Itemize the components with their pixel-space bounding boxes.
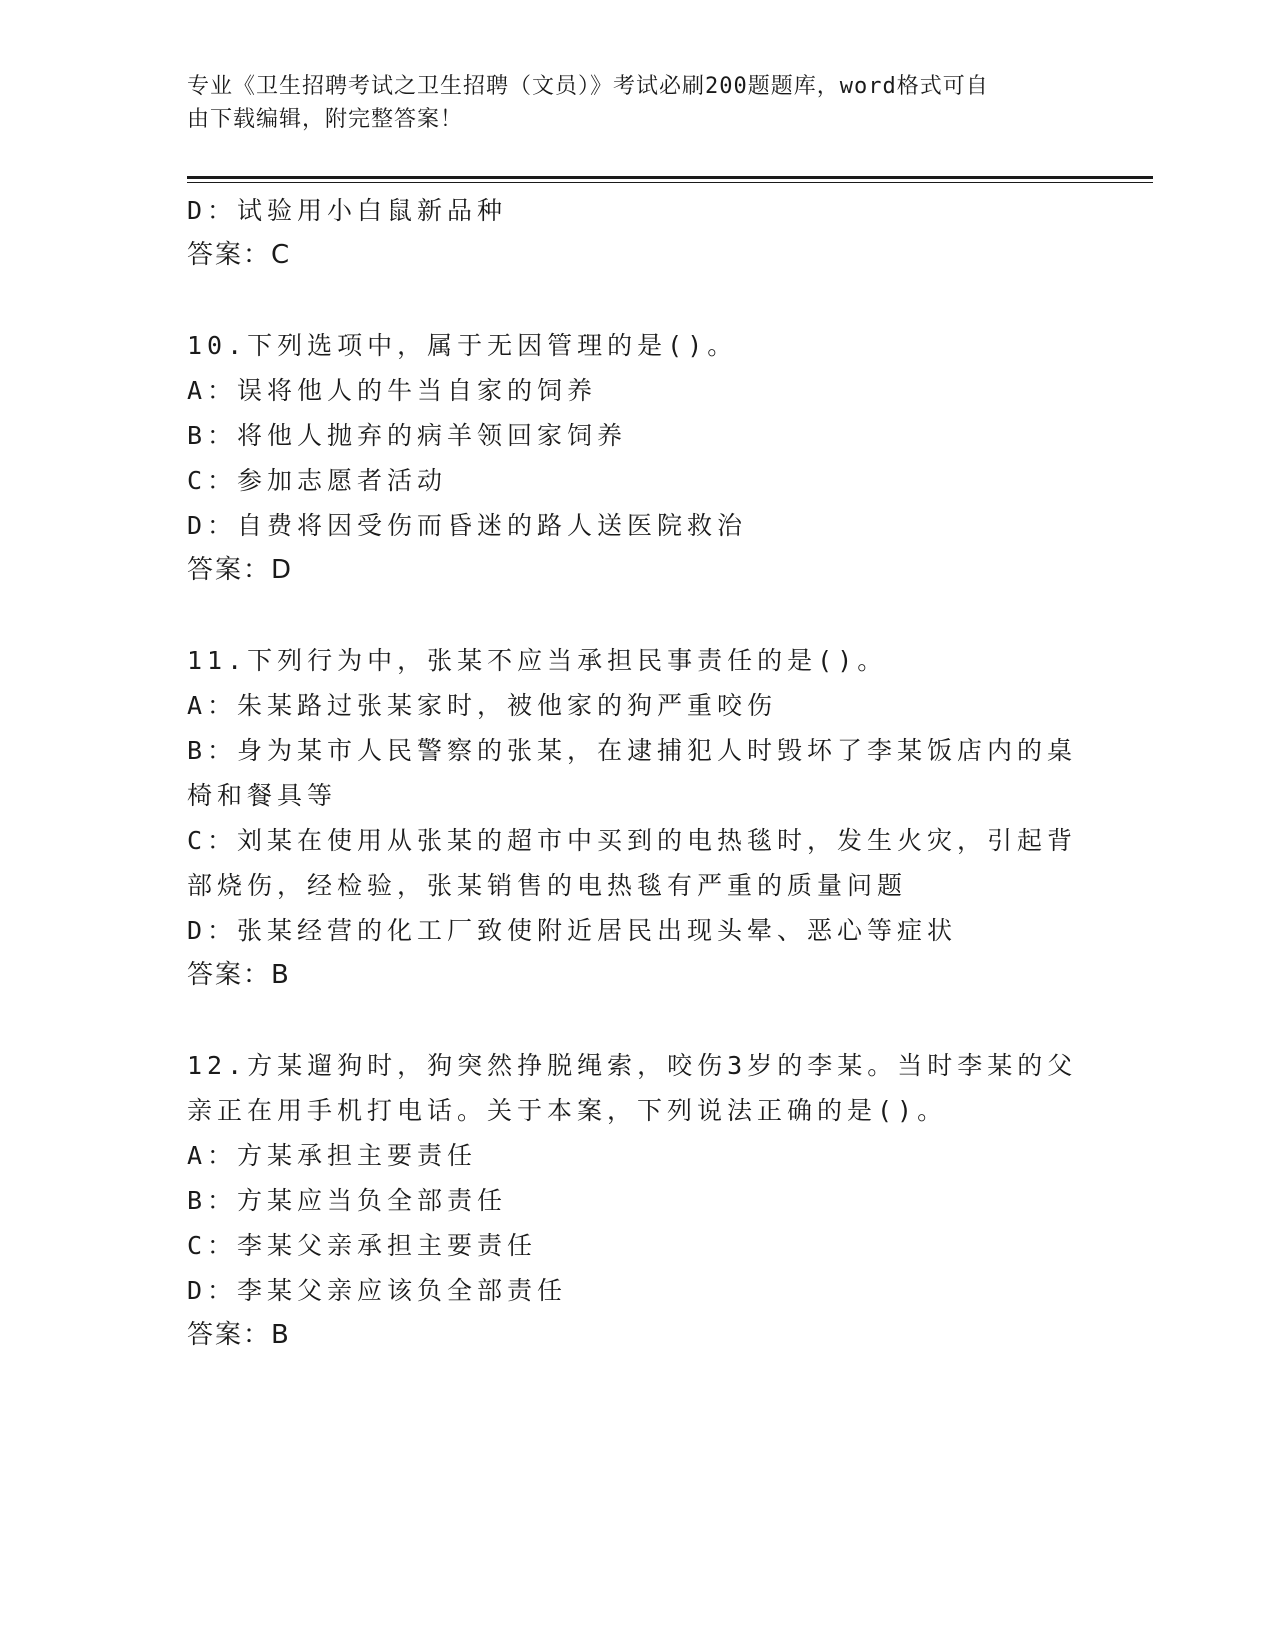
question-12-option-c: C：李某父亲承担主要责任 — [187, 1231, 538, 1260]
question-10-answer: 答案：D — [187, 555, 294, 585]
prev-question-tail — [187, 188, 1087, 278]
question-11-option-a: A：朱某路过张某家时，被他家的狗严重咬伤 — [187, 691, 778, 720]
question-12-answer: 答案：B — [187, 1320, 291, 1350]
question-12-option-b: B：方某应当负全部责任 — [187, 1186, 508, 1215]
question-10-stem: 10.下列选项中，属于无因管理的是()。 — [187, 331, 738, 360]
question-11-stem: 11.下列行为中，张某不应当承担民事责任的是()。 — [187, 646, 888, 675]
question-10-option-d: D：自费将因受伤而昏迷的路人送医院救治 — [187, 511, 748, 540]
document-body — [187, 188, 1087, 1358]
spacer — [187, 593, 1087, 638]
prev-answer: 答案：C — [187, 240, 292, 270]
question-12 — [187, 1043, 1087, 1358]
question-12-stem: 12.方某遛狗时，狗突然挣脱绳索，咬伤3岁的李某。当时李某的父亲正在用手机打电话。关于本案，下列说法正确的是()。 — [187, 1051, 1078, 1125]
question-10-option-a: A：误将他人的牛当自家的饲养 — [187, 376, 598, 405]
question-10 — [187, 323, 1087, 593]
question-10-option-b: B：将他人抛弃的病羊领回家饲养 — [187, 421, 628, 450]
question-11 — [187, 638, 1087, 998]
question-11-option-c: C：刘某在使用从张某的超市中买到的电热毯时，发生火灾，引起背部烧伤，经检验，张某销售的电热毯有严重的质量问题 — [187, 826, 1078, 900]
spacer — [187, 278, 1087, 323]
spacer — [187, 998, 1087, 1043]
question-11-option-d: D：张某经营的化工厂致使附近居民出现头晕、恶心等症状 — [187, 916, 958, 945]
question-12-option-a: A：方某承担主要责任 — [187, 1141, 478, 1170]
document-header — [187, 70, 1067, 136]
question-11-option-b: B：身为某市人民警察的张某，在逮捕犯人时毁坏了李某饭店内的桌椅和餐具等 — [187, 736, 1078, 810]
question-12-option-d: D：李某父亲应该负全部责任 — [187, 1276, 568, 1305]
header-line-1: 专业《卫生招聘考试之卫生招聘（文员）》考试必刷200题题库，word格式可自 — [187, 74, 989, 99]
header-divider-thin — [187, 182, 1153, 183]
header-divider-thick — [187, 176, 1153, 179]
header-line-2: 由下载编辑，附完整答案！ — [187, 107, 464, 132]
question-11-answer: 答案：B — [187, 960, 291, 990]
question-10-option-c: C：参加志愿者活动 — [187, 466, 448, 495]
prev-option-d: D：试验用小白鼠新品种 — [187, 196, 508, 225]
